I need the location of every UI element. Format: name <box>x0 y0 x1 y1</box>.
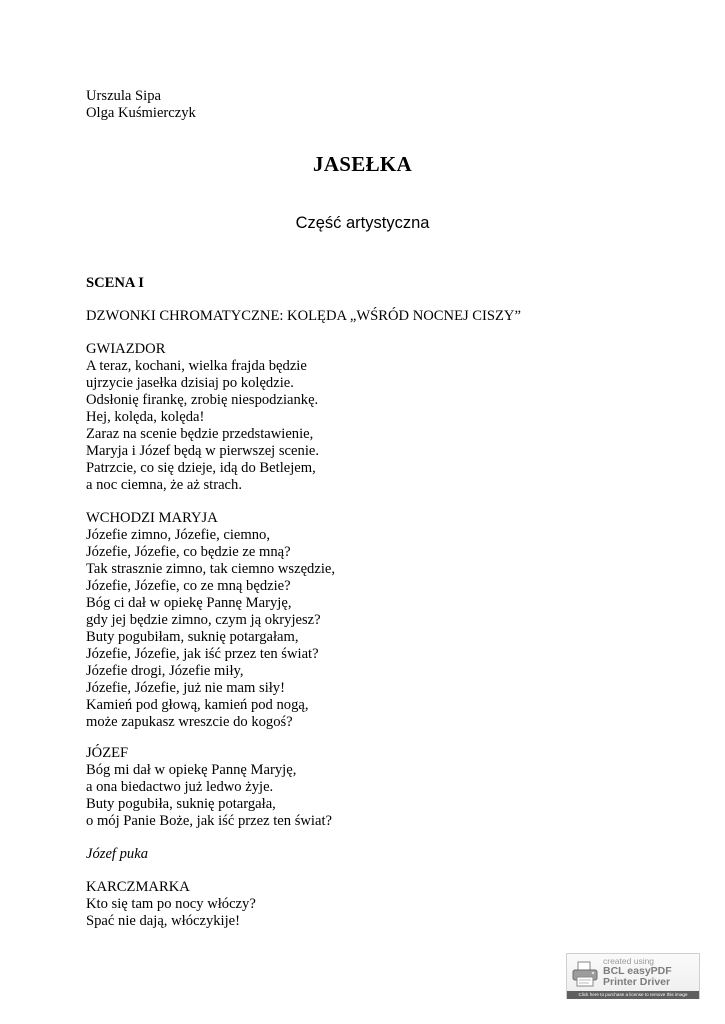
badge-purchase-link[interactable]: Click here to purchase a license to remove this image <box>567 991 699 999</box>
scene-heading: SCENA I <box>86 275 144 291</box>
verse-line: gdy jej będzie zimno, czym ją okryjesz? <box>86 612 321 628</box>
verse-line: Bóg mi dał w opiekę Pannę Maryję, <box>86 762 297 778</box>
verse-line: Józefie, Józefie, jak iść przez ten świat? <box>86 646 319 662</box>
verse-line: Spać nie dają, włóczykije! <box>86 913 240 929</box>
intro-line: DZWONKI CHROMATYCZNE: KOLĘDA „WŚRÓD NOCNEJ CISZY” <box>86 308 521 324</box>
verse-line: może zapukasz wreszcie do kogoś? <box>86 714 293 730</box>
speaker-maryja: WCHODZI MARYJA <box>86 510 218 526</box>
verse-line: Buty pogubiłam, suknię potargałam, <box>86 629 299 645</box>
badge-name-line-1: BCL easyPDF <box>603 965 672 977</box>
badge-product-name <box>603 966 672 988</box>
pdf-driver-badge[interactable] <box>566 953 700 999</box>
verse-line: A teraz, kochani, wielka frajda będzie <box>86 358 307 374</box>
verse-line: Józefie, Józefie, co ze mną będzie? <box>86 578 291 594</box>
printer-icon <box>571 960 599 988</box>
verse-line: Tak strasznie zimno, tak ciemno wszędzie, <box>86 561 336 577</box>
verse-line: o mój Panie Boże, jak iść przez ten świat? <box>86 813 332 829</box>
verse-line: a noc ciemna, że aż strach. <box>86 477 242 493</box>
speaker-gwiazdor: GWIAZDOR <box>86 341 166 357</box>
badge-created-label: created using <box>603 956 655 966</box>
verse-line: Józefie drogi, Józefie miły, <box>86 663 244 679</box>
verse-line: Kamień pod głową, kamień pod nogą, <box>86 697 309 713</box>
author-1: Urszula Sipa <box>86 88 161 104</box>
verse-line: Józefie, Józefie, co będzie ze mną? <box>86 544 291 560</box>
verse-line: Hej, kolęda, kolęda! <box>86 409 205 425</box>
badge-name-line-2: Printer Driver <box>603 976 671 988</box>
author-2: Olga Kuśmierczyk <box>86 105 196 121</box>
speaker-jozef: JÓZEF <box>86 745 129 761</box>
verse-line: Maryja i Józef będą w pierwszej scenie. <box>86 443 319 459</box>
verse-line: Kto się tam po nocy włóczy? <box>86 896 256 912</box>
verse-line: ujrzycie jasełka dzisiaj po kolędzie. <box>86 375 294 391</box>
speaker-karczmarka: KARCZMARKA <box>86 879 190 895</box>
verse-line: Bóg ci dał w opiekę Pannę Maryję, <box>86 595 292 611</box>
document-subtitle: Część artystyczna <box>295 214 430 232</box>
verse-line: Patrzcie, co się dzieje, idą do Betlejem, <box>86 460 316 476</box>
verse-line: Józefie, Józefie, już nie mam siły! <box>86 680 285 696</box>
verse-line: a ona biedactwo już ledwo żyje. <box>86 779 274 795</box>
verse-line: Odsłonię firankę, zrobię niespodziankę. <box>86 392 319 408</box>
verse-line: Józefie zimno, Józefie, ciemno, <box>86 527 270 543</box>
stage-direction: Józef puka <box>86 846 149 862</box>
document-title: JASEŁKA <box>313 152 412 176</box>
verse-line: Zaraz na scenie będzie przedstawienie, <box>86 426 314 442</box>
verse-line: Buty pogubiła, suknię potargała, <box>86 796 276 812</box>
